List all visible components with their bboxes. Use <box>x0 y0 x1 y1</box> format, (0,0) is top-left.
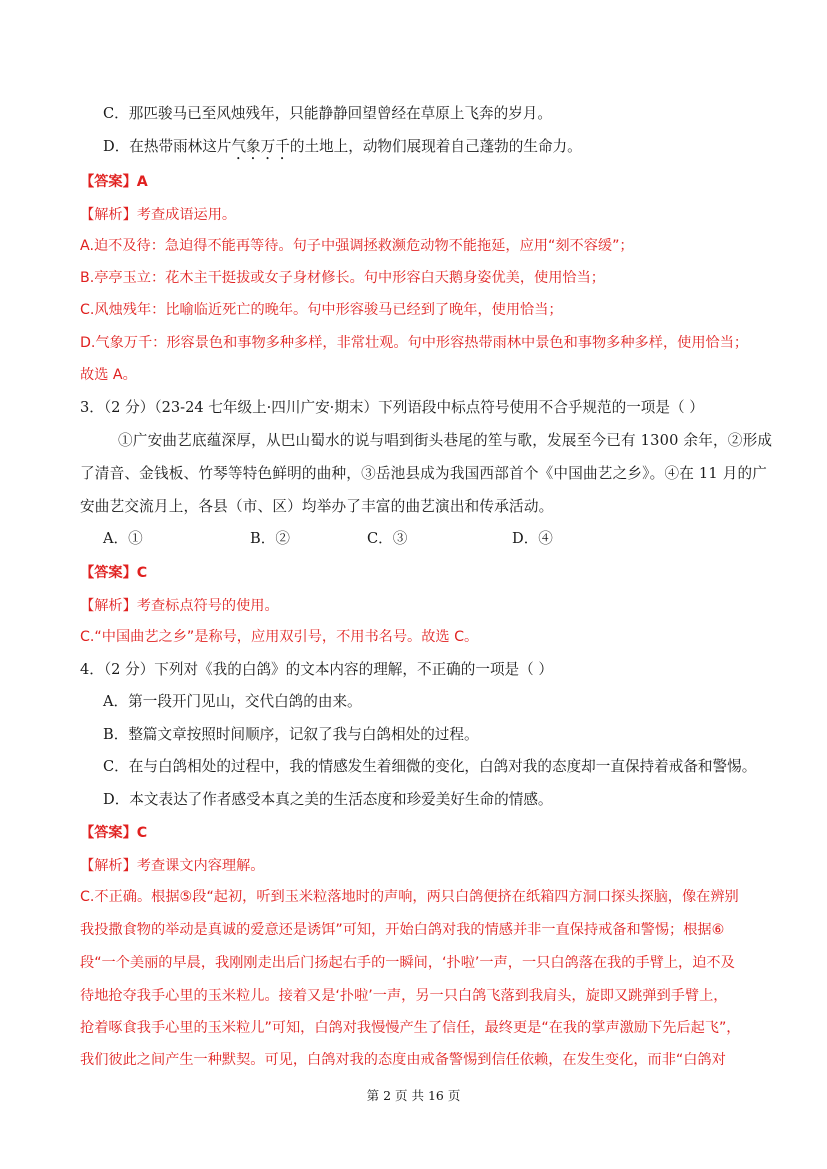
q4-option-c: C．在与白鸽相处的过程中，我的情感发生着细微的变化，白鸽对我的态度却一直保持着戒备和警惕。 <box>103 758 757 775</box>
q3-passage-line-2: 了清音、金钱板、竹琴等特色鲜明的曲种，③岳池县成为我国西部首个《中国曲艺之乡》。④在 11 月的广 <box>80 465 768 482</box>
q2-option-c: C．那匹骏马已至风烛残年，只能静静回望曾经在草原上飞奔的岁月。 <box>103 105 552 122</box>
q2-analysis-b: B.亭亭玉立：花木主干挺拔或女子身材修长。句中形容白天鹅身姿优美，使用恰当； <box>80 270 605 286</box>
q4-option-a: A．第一段开门见山，交代白鸽的由来。 <box>103 693 362 710</box>
q3-stem: 3．（2 分）（23-24 七年级上·四川广安·期末）下列语段中标点符号使用不合乎规范的一项是（ ） <box>80 399 704 416</box>
q2-option-d-prefix: D．在热带雨林这片 <box>103 138 232 155</box>
q3-passage-line-3: 安曲艺交流月上，各县（市、区）均举办了丰富的曲艺演出和传承活动。 <box>80 498 554 515</box>
q2-analysis-c: C.风烛残年：比喻临近死亡的晚年。句中形容骏马已经到了晚年，使用恰当； <box>80 302 563 318</box>
q3-passage-line-1: ①广安曲艺底蕴深厚，从巴山蜀水的说与唱到街头巷尾的笙与歌，发展至今已有 1300 余年，②形成 <box>118 432 773 449</box>
q2-analysis-d: D.气象万千：形容景色和事物多种多样，非常壮观。句中形容热带雨林中景色和事物多种多样，使用恰当； <box>80 335 749 351</box>
q2-option-d-suffix: 的土地上，动物们展现着自己蓬勃的生命力。 <box>289 138 582 155</box>
q2-analysis-a: A.迫不及待：急迫得不能再等待。句子中强调拯救濒危动物不能拖延，应用“刻不容缓”； <box>80 238 634 254</box>
q4-analysis-line-1: C.不正确。根据⑤段“起初，听到玉米粒落地时的声响，两只白鸽便挤在纸箱四方洞口探头探脑，像在辨别 <box>80 889 739 905</box>
q3-option-a: A．① <box>103 530 143 547</box>
q4-analysis-line-3: 段“一个美丽的早晨，我刚刚走出后门扬起右手的一瞬间，‘扑啦’一声，一只白鸽落在我的手臂上，迫不及 <box>80 955 735 971</box>
q3-option-b: B．② <box>250 530 290 547</box>
q4-answer: 【答案】C <box>80 825 148 841</box>
q2-option-d-dotted-term: 气象万千 <box>231 138 290 155</box>
q4-analysis-head: 【解析】考查课文内容理解。 <box>80 858 265 874</box>
q4-analysis-line-2: 我投撒食物的举动是真诚的爱意还是诱饵”可知，开始白鸽对我的情感并非一直保持戒备和警惕；根据⑥ <box>80 922 725 938</box>
q2-analysis-head: 【解析】考查成语运用。 <box>80 207 237 223</box>
page-footer: 第 2 页 共 16 页 <box>366 1088 461 1103</box>
q4-analysis-line-4: 待地抢夺我手心里的玉米粒儿。接着又是‘扑啦’一声，另一只白鸽飞落到我肩头，旋即又跳弹到手臂上， <box>80 988 728 1004</box>
q2-option-d <box>103 137 582 163</box>
q3-answer: 【答案】C <box>80 565 148 581</box>
q2-answer: 【答案】A <box>80 174 148 190</box>
q4-analysis-line-5: 抢着啄食我手心里的玉米粒儿”可知，白鸽对我慢慢产生了信任，最终更是“在我的掌声激励下先后起飞”， <box>80 1020 741 1036</box>
q3-analysis-head: 【解析】考查标点符号的使用。 <box>80 598 279 614</box>
q4-option-d: D．本文表达了作者感受本真之美的生活态度和珍爱美好生命的情感。 <box>103 791 553 808</box>
q3-analysis-body: C.“中国曲艺之乡”是称号，应用双引号，不用书名号。故选 C。 <box>80 629 479 645</box>
q4-stem: 4．（2 分）下列对《我的白鸽》的文本内容的理解，不正确的一项是（ ） <box>80 661 553 678</box>
q3-option-c: C．③ <box>367 530 408 547</box>
q4-analysis-line-6: 我们彼此之间产生一种默契。可见，白鸽对我的态度由戒备警惕到信任依赖，在发生变化，而非“白鸽对 <box>80 1052 726 1068</box>
q2-analysis-conclusion: 故选 A。 <box>80 367 137 383</box>
q3-option-d: D．④ <box>512 530 553 547</box>
q4-option-b: B．整篇文章按照时间顺序，记叙了我与白鸽相处的过程。 <box>103 726 479 743</box>
